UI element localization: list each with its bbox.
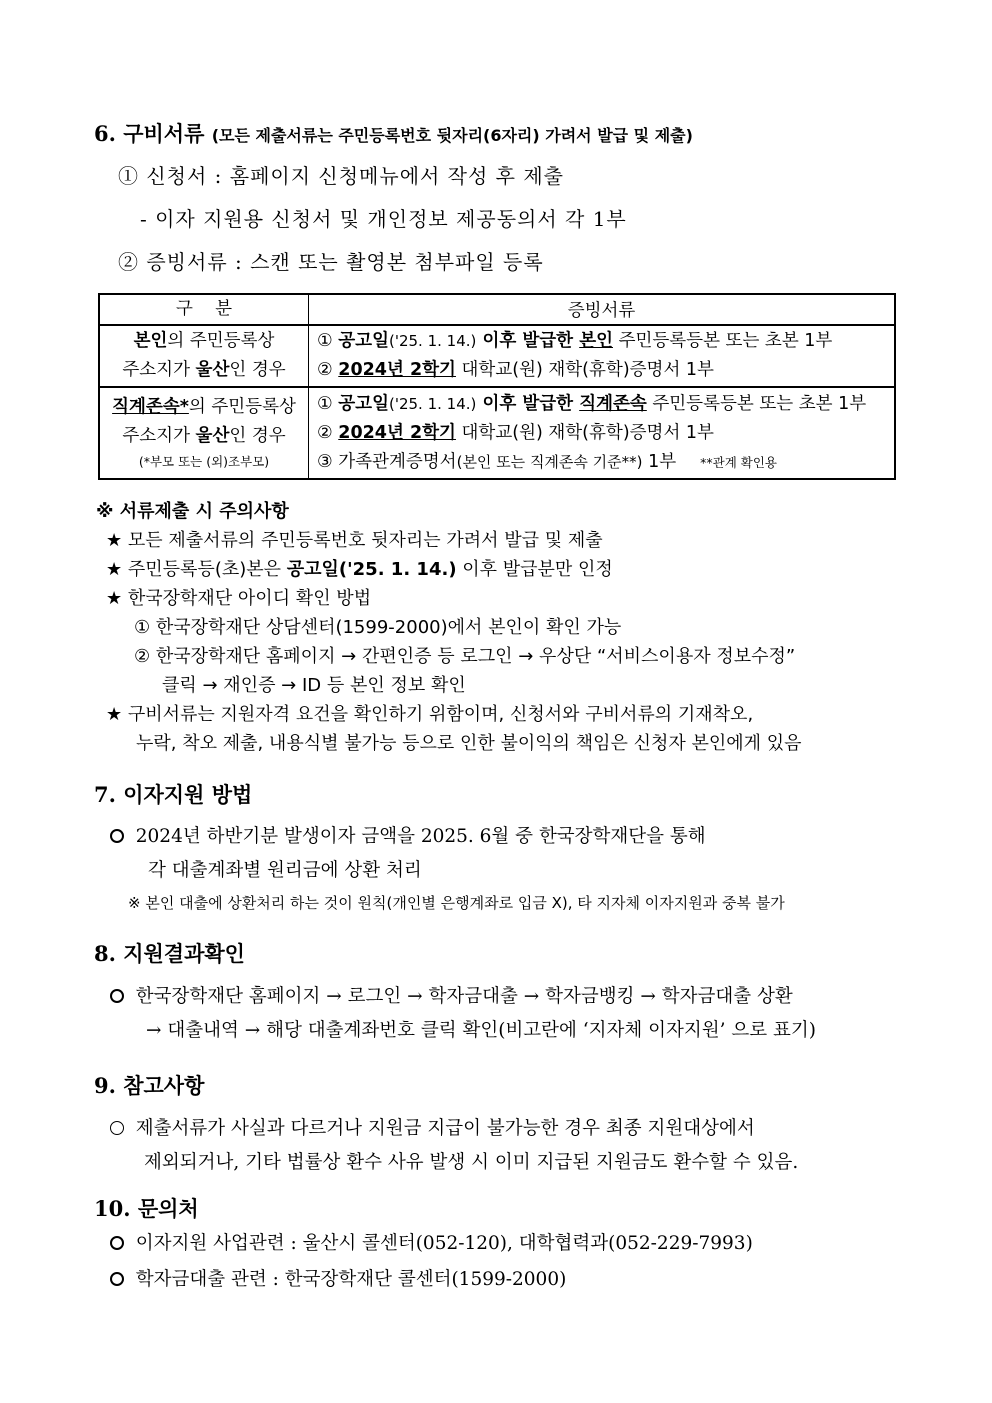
circle-bullet-icon [110,1272,124,1286]
sec7-para-1: 2024년 하반기분 발생이자 금액을 2025. 6월 중 한국장학재단을 통해 [110,822,706,848]
caution-item-3-1: ① 한국장학재단 상담센터(1599-2000)에서 본인이 확인 가능 [134,617,622,638]
row1-documents [309,325,896,387]
row1-cat-rest2: 인 경우 [229,360,286,380]
sec10-para-1: 이자지원 사업관련 : 울산시 콜센터(052-120), 대학협력과(052-229-7993) [110,1229,753,1255]
row1-cat-bold2: 울산 [195,360,230,380]
caution-item-4: ★ 구비서류는 지원자격 요건을 확인하기 위함이며, 신청서와 구비서류의 기재착오, [106,704,754,725]
table-row [99,387,895,479]
row2-cat-note: (*부모 또는 (외)조부모) [138,454,270,469]
row2-category [99,387,309,479]
sec9-para-1b: 제외되거나, 기타 법률상 환수 사유 발생 시 이미 지급된 지원금도 환수할 수 있음. [144,1152,799,1173]
row1-doc-1: ① 공고일('25. 1. 14.) 이후 발급한 본인 주민등록등본 또는 초본 1부 [317,331,833,351]
section-9-title: 9. 참고사항 [94,1073,205,1098]
sec7-para-1b: 각 대출계좌별 원리금에 상환 처리 [148,860,422,881]
table-row [99,325,895,387]
row1-cat-rest: 의 주민등록상 [167,331,275,351]
star-icon: ★ [106,704,123,725]
sec9-para-1: 제출서류가 사실과 다르거나 지원금 지급이 불가능한 경우 최종 지원대상에서 [110,1114,755,1140]
row2-cat-pre: 주소지가 [122,426,196,446]
caution-item-1: ★ 모든 제출서류의 주민등록번호 뒷자리는 가려서 발급 및 제출 [106,530,603,551]
header-category: 구 분 [99,294,309,325]
row1-cat-pre: 주소지가 [122,360,196,380]
caution-item-3: ★ 한국장학재단 아이디 확인 방법 [106,588,372,609]
section-7-title: 7. 이자지원 방법 [94,782,253,807]
section-6-heading: 6. 구비서류 [94,121,205,146]
circle-bullet-icon [110,1121,124,1135]
sec6-item-1: ① 신청서 : 홈페이지 신청메뉴에서 작성 후 제출 [118,164,564,188]
caution-item-2: ★ 주민등록등(초)본은 공고일('25. 1. 14.) 이후 발급분만 인정 [106,559,613,580]
documents-table [98,293,896,480]
circle-bullet-icon [110,989,124,1003]
row2-doc-2: ② 2024년 2학기 대학교(원) 재학(휴학)증명서 1부 [317,422,714,443]
circle-bullet-icon [110,829,124,843]
star-icon: ★ [106,530,123,551]
table-header-row [99,294,895,325]
section-8-title: 8. 지원결과확인 [94,941,245,966]
row2-cat-rest2: 인 경우 [229,426,286,446]
sec8-para-1: 한국장학재단 홈페이지 → 로그인 → 학자금대출 → 학자금뱅킹 → 학자금대출 상환 [110,982,793,1008]
row2-cat-rest: 의 주민등록상 [188,397,296,417]
sec10-para-2: 학자금대출 관련 : 한국장학재단 콜센터(1599-2000) [110,1265,566,1291]
caution-item-3-2: ② 한국장학재단 홈페이지 → 간편인증 등 로그인 → 우상단 “서비스이용자 정보수정” [134,646,796,667]
header-documents: 증빙서류 [309,294,896,325]
section-10-title: 10. 문의처 [94,1196,199,1221]
row1-doc-2: ② 2024년 2학기 대학교(원) 재학(휴학)증명서 1부 [317,360,714,380]
row2-doc-3-note: **관계 확인용 [700,454,777,470]
row2-documents [309,387,896,479]
row2-doc-3: ③ 가족관계증명서(본인 또는 직계존속 기준**) 1부 **관계 확인용 [317,451,777,472]
section-6-note: (모든 제출서류는 주민등록번호 뒷자리(6자리) 가려서 발급 및 제출) [211,126,693,145]
star-icon: ★ [106,588,123,609]
row2-cat-bold: 직계존속* [112,397,189,417]
sec8-para-1b: → 대출내역 → 해당 대출계좌번호 클릭 확인(비고란에 ‘지자체 이자지원’ 으로 표기) [146,1020,817,1041]
sec6-item-2: ② 증빙서류 : 스캔 또는 촬영본 첨부파일 등록 [118,250,544,274]
section-6-title [94,118,693,148]
sec7-note: ※ 본인 대출에 상환처리 하는 것이 원칙(개인별 은행계좌로 입금 X), 타 지자체 이자지원과 중복 불가 [128,894,785,912]
sec6-item-1-sub: - 이자 지원용 신청서 및 개인정보 제공동의서 각 1부 [140,207,627,231]
row1-category [99,325,309,387]
caution-title: ※ 서류제출 시 주의사항 [96,501,289,522]
row2-doc-1: ① 공고일('25. 1. 14.) 이후 발급한 직계존속 주민등록등본 또는 초본 1부 [317,393,867,414]
caution-item-4b: 누락, 착오 제출, 내용식별 불가능 등으로 인한 불이익의 책임은 신청자 본인에게 있음 [136,733,802,754]
circle-bullet-icon [110,1236,124,1250]
star-icon: ★ [106,559,123,580]
row2-cat-bold2: 울산 [195,426,230,446]
row1-cat-bold: 본인 [133,331,168,351]
caution-item-3-2b: 클릭 → 재인증 → ID 등 본인 정보 확인 [162,675,466,696]
